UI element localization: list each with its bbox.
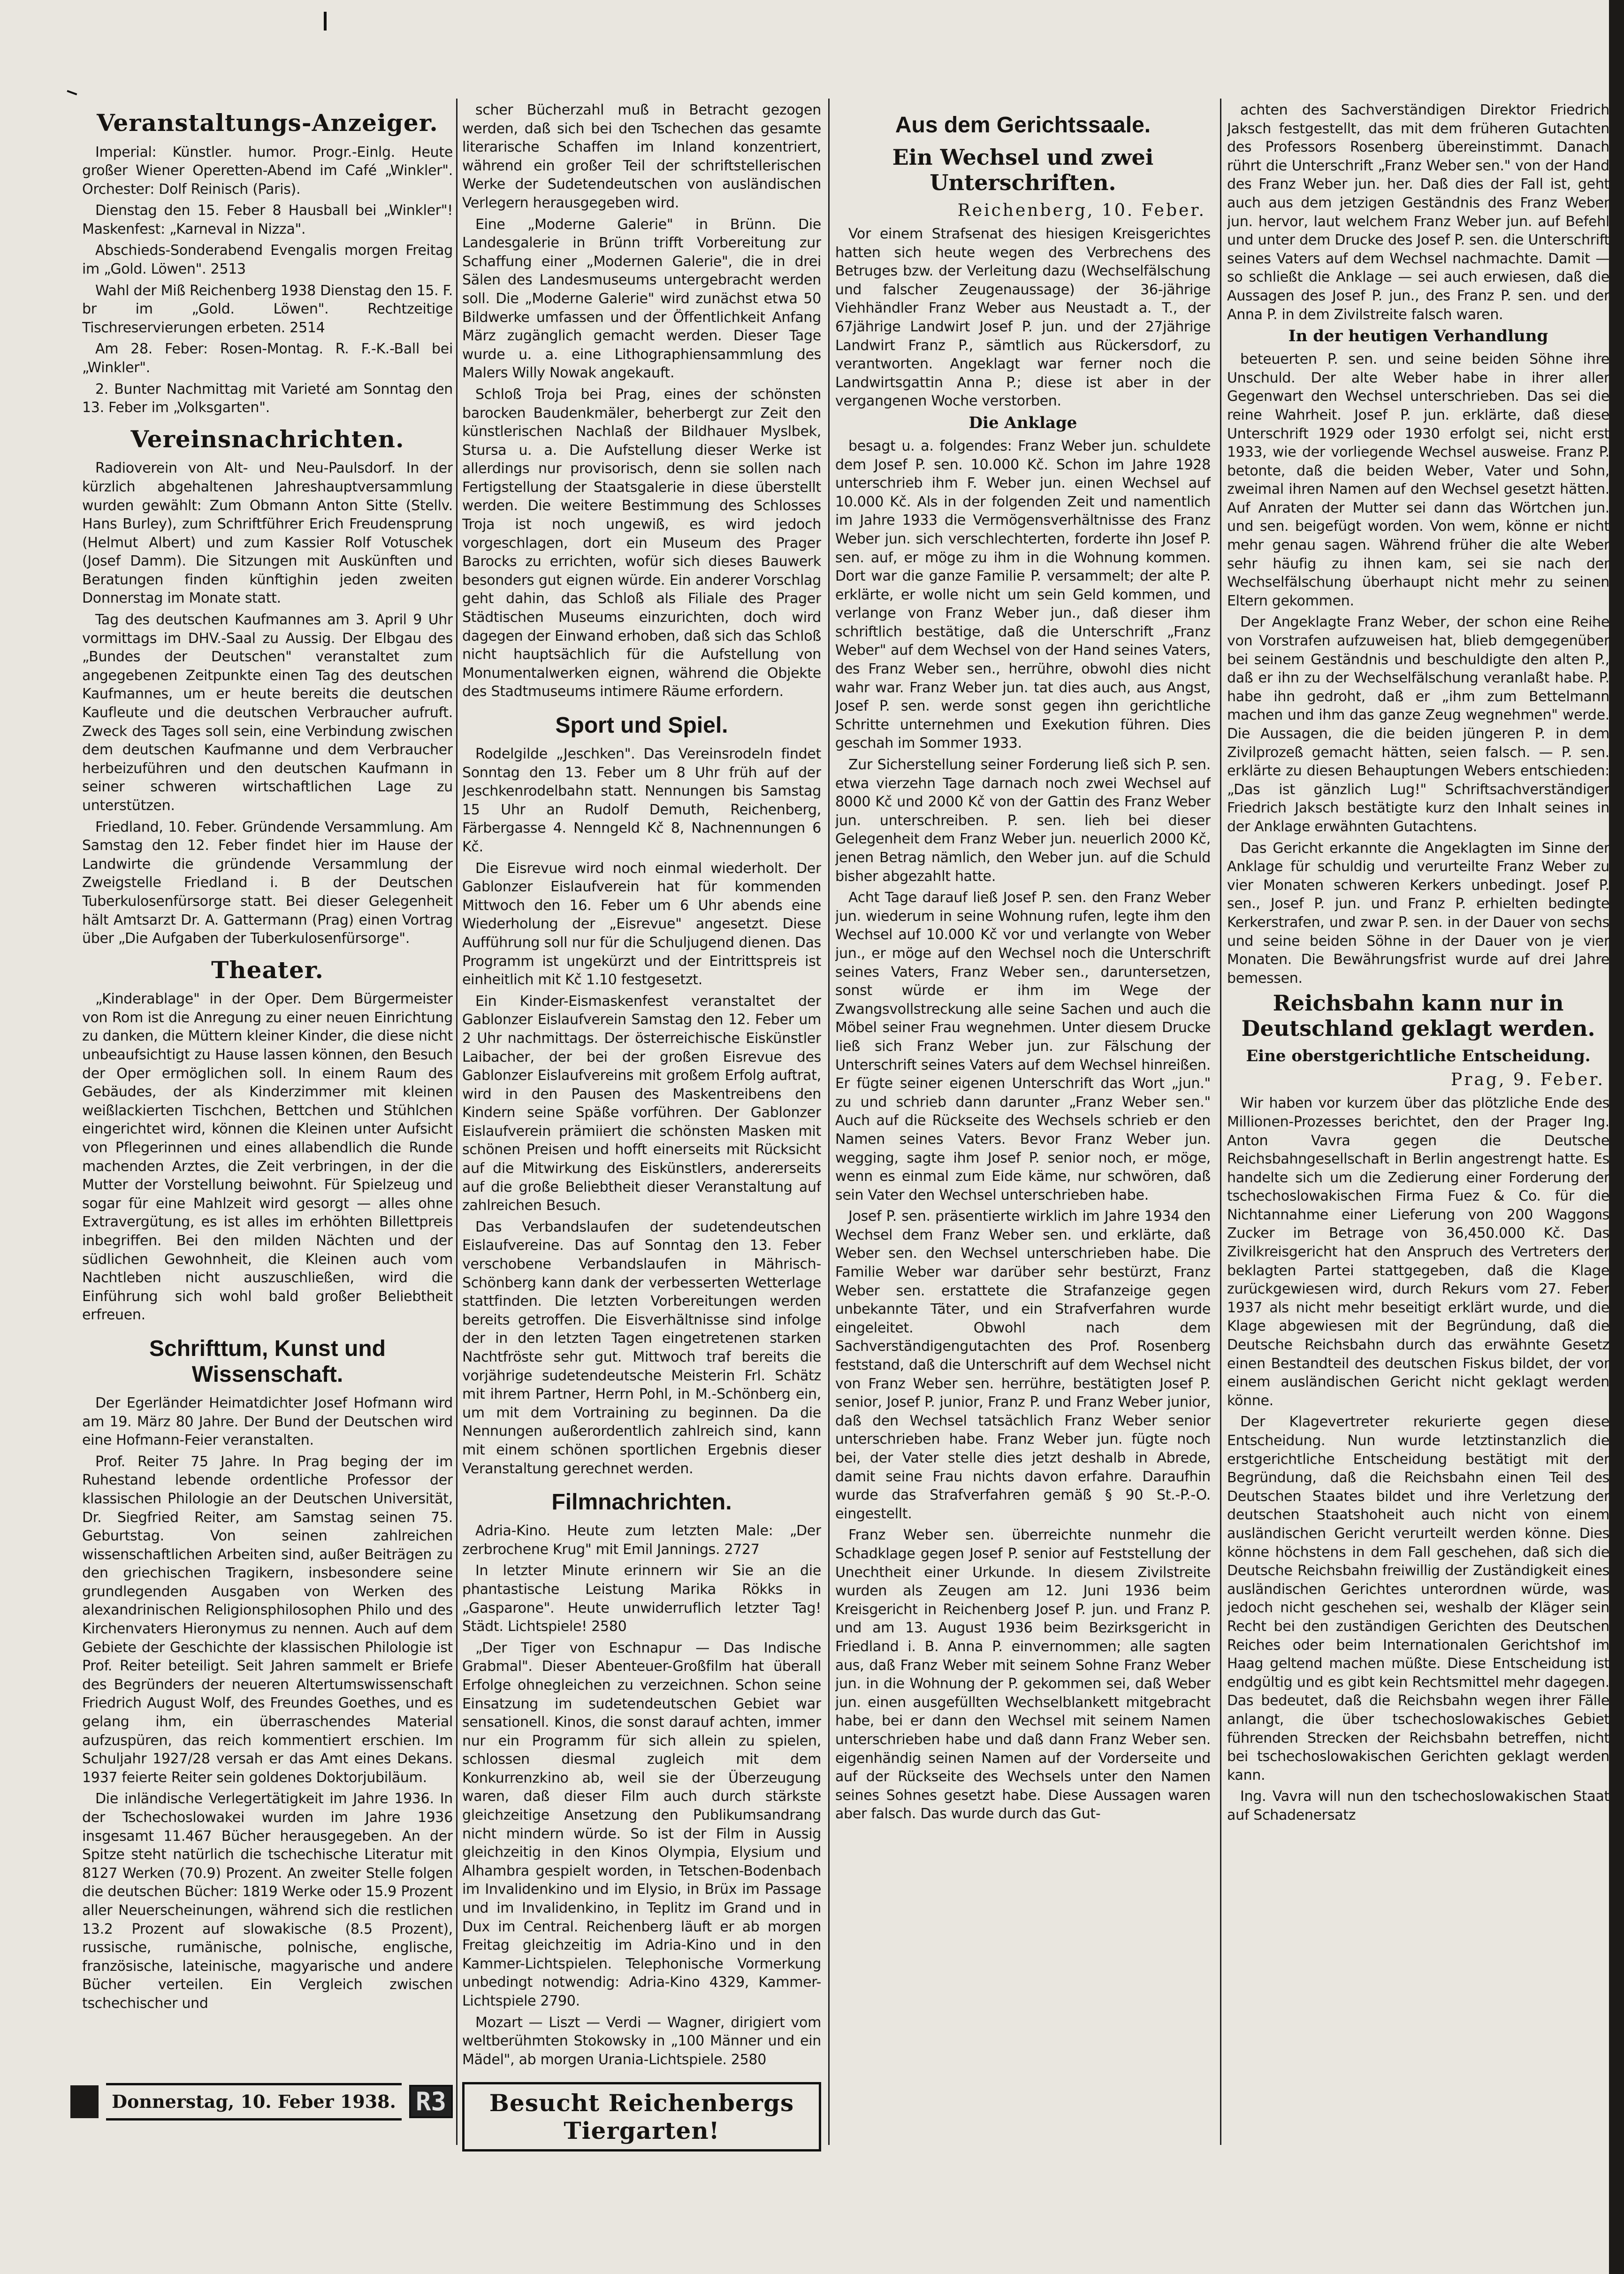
section-heading: Veranstaltungs-Anzeiger. (97, 109, 438, 137)
notice: Am 28. Feber: Rosen-Montag. R. F.-K.-Ball bei „Winkler". (82, 341, 453, 376)
article-paragraph: achten des Sachverständigen Direktor Friedrich Jaksch festgestellt, das mit dem früheren Gutachten des Professors Rosenberg übereinstimmt. Danach rührt die Unterschrift „Franz Weber sen." von der Hand des Franz Weber jun. her. Daß dies der Fall ist, geht auch aus dem jetzigen Geständnis des Franz Weber jun. hervor, laut welchem Franz Weber jun. auf Befehl und unter dem Drucke des Josef P. sen. die Unterschrift seines Vaters auf dem Wechsel nachmachte. Damit — so schließt die Anklage — sei auch erwiesen, daß die Aussagen des Josef P. jun., des Franz P. sen. und der Anna P. in dem Zivilstreite falsch waren. (1227, 102, 1609, 323)
footer-date: Donnerstag, 10. Feber 1938. (106, 2083, 402, 2121)
thumb-mark-icon (70, 2085, 99, 2118)
article-headline: Reichsbahn kann nur in Deutschland geklagt werden. (1241, 990, 1595, 1041)
notice: Wahl der Miß Reichenberg 1938 Dienstag den 15. F. br im „Gold. Löwen". Rechtzeitige Tischreservierungen erbeten. 2514 (82, 282, 453, 336)
article-paragraph: beteuerten P. sen. und seine beiden Söhne ihre Unschuld. Der alte Weber habe in ihrer aller Gegenwart den Wechsel unterschrieben. Das sei die reine Wahrheit. Josef P. jun. erklärte, daß diese Unterschrift 1929 oder 1930 erfolgt sei, nicht erst 1933, wie der vorliegende Wechsel ausweise. Franz P. betonte, daß die beiden Weber, Vater und Sohn, zweimal ihren Namen auf den Wechsel gesetzt hätten. Auf Anraten der Mutter sei dann das Wörtchen jun. und sen. beigefügt worden. Von wem, könne er nicht mehr genau sagen. Während früher die alte Weber sehr häufig zu ihnen kam, sei sie nach der Wechselfälschung überhaupt nicht mehr zu seinen Eltern gekommen. (1227, 351, 1609, 609)
article-paragraph: Franz Weber sen. überreichte nunmehr die Schadklage gegen Josef P. senior auf Feststellung der Unechtheit einer Urkunde. In diesem Zivilstreite wurden als Zeugen am 12. Juni 1936 beim Kreisgericht in Reichenberg Josef P. jun. und Franz P. und am 13. August 1936 beim Bezirksgericht in Friedland i. B. Anna P. einvernommen; alle sagten aus, daß Franz Weber mit seinem Sohne Franz Weber jun. in die Wohnung der P. gekommen sei, daß Weber jun. einen ausgefüllten Wechselblankett mitgebracht habe, bei er dann den Wechsel mit seinem Namen unterschrieben habe und daß dann Franz Weber sen. eigenhändig seinen Namen auf der Vorderseite und auf der Rückseite des Wechsels unter den Namen seines Sohnes gesetzt habe. Diese Aussagen waren aber falsch. Das wurde durch das Gut- (835, 1527, 1211, 1822)
article-paragraph: Mozart — Liszt — Verdi — Wagner, dirigiert vom weltberühmten Stokowsky in „100 Männer und ein Mädel", ab morgen Urania-Lichtspiele. 2580 (462, 2014, 821, 2068)
article-paragraph: Tag des deutschen Kaufmannes am 3. April 9 Uhr vormittags im DHV.-Saal zu Aussig. Der Elbgau des „Bundes der Deutschen" veranstaltet zum angegebenen Zeitpunkte einen Tag des deutschen Kaufmannes, um er heute bereits die deutschen Kaufleute und die deutschen Verbraucher aufruft. Zweck des Tages soll sein, eine Verbindung zwischen dem deutschen Kaufmanne und dem Verbraucher herbeizuführen und den deutschen Kaufmann in seiner schweren wirtschaftlichen Lage zu unterstützen. (82, 612, 453, 814)
article-paragraph: Ing. Vavra will nun den tschechoslowakischen Staat auf Schadenersatz (1227, 1788, 1609, 1823)
section-heading: Vereinsnachrichten. (130, 425, 404, 453)
notice: Dienstag den 15. Feber 8 Hausball bei „Winkler"! Maskenfest: „Karneval in Nizza". (82, 202, 453, 237)
article-paragraph: Prof. Reiter 75 Jahre. In Prag beging der im Ruhestand lebende ordentliche Professor der klassischen Philologie an der Deutschen Universität, Dr. Siegfried Reiter, am Samstag seinen 75. Geburtstag. Von seinen zahlreichen wissenschaftlichen Arbeiten sind, außer Beiträgen zu den griechischen Tragikern, insbesondere seine grundlegenden Ausgaben von Werken des alexandrinischen Religionsphilosophen Philo und des Kirchenvaters Hieronymus zu nennen. Auch auf dem Gebiete der Geschichte der klassischen Philologie ist Prof. Reiter beteiligt. Seit Jahren sammelt er Briefe des Begründers der neueren Altertumswissenschaft Friedrich August Wolf, des Freundes Goethes, und es gelang ihm, ein überraschendes Material aufzuspüren, das reich kommentiert erschien. Im Schuljahr 1927/28 versah er das Amt eines Dekans. 1937 feierte Reiter sein goldenes Doktorjubiläum. (82, 1453, 453, 1786)
column-rule (1220, 99, 1221, 2145)
article-paragraph: Eine „Moderne Galerie" in Brünn. Die Landesgalerie in Brünn trifft Vorbereitung zur Schaffung einer „Modernen Galerie", die in drei Sälen des Landesmuseums untergebracht werden soll. Die „Moderne Galerie" wird zunächst etwa 50 Bildwerke umfassen und der Öffentlichkeit Anfang März zugänglich gemacht werden. Dieser Tage wurde u. a. eine Lithographiensammlung des Malers Willy Nowak angekauft. (462, 216, 821, 382)
article-paragraph: Die inländische Verlegertätigkeit im Jahre 1936. In der Tschechoslowakei wurden im Jahre 1936 insgesamt 11.467 Bücher herausgegeben. An der Spitze steht natürlich die tschechische Literatur mit 8127 Werken (70.9) Prozent. An zweiter Stelle folgen die deutschen Bücher: 1819 Werke oder 15.9 Prozent aller Neuerscheinungen, während sich die restlichen 13.2 Prozent auf slowakische (8.5 Prozent), russische, rumänische, polnische, englische, französische, lateinische, magyarische und andere Bücher verteilen. Ein Vergleich zwischen tschechischer und (82, 1791, 453, 2012)
article-paragraph: scher Bücherzahl muß in Betracht gezogen werden, daß sich bei den Tschechen das gesamte literarische Schaffen im Inland konzentriert, während ein großer Teil der schriftstellerischen Werke der Sudetendeutschen von ausländischen Verlegern herausgegeben wird. (462, 102, 821, 211)
advertisement-box: Besucht Reichenbergs Tiergarten! (462, 2082, 821, 2151)
section-heading: Aus dem Gerichtssaale. (895, 113, 1151, 138)
page-number: R3 (409, 2085, 453, 2118)
article-paragraph: Rodelgilde „Jeschken". Das Vereinsrodeln findet Sonntag den 13. Feber um 8 Uhr früh auf der Jeschkenrodelbahn statt. Nennungen bis Samstag 15 Uhr an Rudolf Demuth, Reichenberg, Färbergasse 4. Nenngeld Kč 8, Nachnennungen 6 Kč. (462, 746, 821, 855)
article-paragraph: Die Eisrevue wird noch einmal wiederholt. Der Gablonzer Eislaufverein hat für kommenden Mittwoch den 16. Feber um 6 Uhr abends eine Wiederholung der „Eisrevue" angesetzt. Diese Aufführung soll nur für die Schuljugend dienen. Das Programm ist ungekürzt und der Eintrittspreis ist einheitlich mit Kč 1.10 festgesetzt. (462, 860, 821, 988)
ink-mark (324, 12, 327, 31)
column-rule (828, 99, 830, 2145)
page-footer (70, 2079, 453, 2124)
article-paragraph: Friedland, 10. Feber. Gründende Versammlung. Am Samstag den 12. Feber findet hier im Hause der Landwirte die gründende Versammlung der Zweigstelle Friedland i. B der Deutschen Tuberkulosenfürsorge statt. Bei dieser Gelegenheit hält Amtsarzt Dr. A. Gattermann (Prag) einen Vortrag über „Die Aufgaben der Tuberkulosenfürsorge". (82, 819, 453, 947)
article-paragraph: besagt u. a. folgendes: Franz Weber jun. schuldete dem Josef P. sen. 10.000 Kč. Schon im Jahre 1928 unterschrieb ihm F. Weber jun. einen Wechsel auf 10.000 Kč. Als in der folgenden Zeit und namentlich im Jahre 1933 die Vermögensverhältnisse des Franz Weber jun. sich verschlechterten, forderte ihn Josef P. sen. auf, er möge zu ihm in die Wohnung kommen. Dort war die ganze Familie P. versammelt; der alte P. erklärte, er wolle nicht um sein Geld kommen, und verlange von Franz Weber jun., daß dieser ihm schriftlich bestätige, daß die Unterschrift „Franz Weber" auf dem Wechsel von der Hand seines Vaters, des Franz Weber sen., herrühre, obwohl dies nicht wahr war. Franz Weber jun. tat dies auch, aus Angst, Josef P. sen. werde sonst gegen ihn gerichtliche Schritte unternehmen und Exekution führen. Dies geschah im Sommer 1933. (835, 437, 1211, 752)
notice: Imperial: Künstler. humor. Progr.-Einlg. Heute großer Wiener Operetten-Abend im Café „Winkler". Orchester: Dolf Reinisch (Paris). (82, 144, 453, 198)
article-paragraph: Schloß Troja bei Prag, eines der schönsten barocken Baudenkmäler, beherbergt zur Zeit den künstlerischen Nachlaß der Bildhauer Myslbek, Stursa u. a. Die Aufstellung dieser Werke ist allerdings nur provisorisch, denn sie sollen nach Fertigstellung der Staatsgalerie in diese überstellt werden. Die weitere Bestimmung des Schlosses Troja ist noch ungewiß, es wird jedoch vorgeschlagen, dort ein Museum des Prager Barocks zu errichten, wofür sich dieses Bauwerk besonders gut eignen würde. Ein anderer Vorschlag geht dahin, das Schloß als Filiale des Prager Städtischen Museums einzurichten, doch wird dagegen der Einwand erhoben, daß sich das Schloß nicht hauptsächlich für die Aufstellung von Monumentalwerken eignen, während die Objekte des Stadtmuseums intimere Räume erfordern. (462, 386, 821, 700)
column-rule (456, 99, 457, 2145)
article-paragraph: Der Klagevertreter rekurierte gegen diese Entscheidung. Nun wurde letztinstanzlich die erstgerichtliche Entscheidung bestätigt mit der Begründung, daß die Reichsbahn einen Teil des Deutschen Staates bildet und ihre Verletzung der deutschen Staatshoheit auch nicht von einem ausländischen Gericht verurteilt werden könne. Dies könne höchstens in dem Fall geschehen, daß sich die Deutsche Reichsbahn freiwillig der Zuständigkeit eines ausländischen Gerichtes unterordnen würde, was jedoch nicht geschehen sei, weshalb der Kläger sein Recht bei den zuständigen Gerichten des Deutschen Reiches oder beim Internationalen Gerichtshof im Haag geltend machen müßte. Diese Entscheidung ist endgültig und es gibt kein Rechtsmittel mehr dagegen. Das bedeutet, daß die Reichsbahn wegen ihrer Fälle anlangt, die über tschechoslowakisches Gebiet führenden Strecken der Reichsbahn betreffen, nicht bei tschechoslowakischen Gerichten geklagt werden kann. (1227, 1414, 1609, 1784)
article-paragraph: Der Angeklagte Franz Weber, der schon eine Reihe von Vorstrafen aufzuweisen hat, blieb demgegenüber bei seinem Geständnis und beschuldigte den alten P., daß er ihn zu der Wechselfälschung veranlaßt habe. P. habe ihn gedroht, daß er „ihm zum Bettelmann machen und ihm das ganze Zeug wegnehmen" werde. Die Aussagen, die die beiden jüngeren P. in dem Zivilprozeß gemacht hätten, seien falsch. — P. sen. erklärte zu diesen Behauptungen Webers entschieden: „Das ist gänzlich Lug!" Schriftsachverständiger Friedrich Jaksch bestätigte kurz den Inhalt seines in der Anklage erwähnten Gutachtens. (1227, 614, 1609, 835)
section-heading: Theater. (211, 956, 324, 984)
article-paragraph: Das Verbandslaufen der sudetendeutschen Eislaufvereine. Das auf Sonntag den 13. Feber verschobene Verbandslaufen in Mährisch-Schönberg kann dank der verbesserten Wetterlage stattfinden. Die letzten Vorbereitungen werden bereits getroffen. Die Eisverhältnisse sind infolge der in den letzten Tagen eingetretenen starken Nachtfröste sehr gut. Mittwoch traf bereits die vorjährige sudetendeutsche Meisterin Frl. Schätz mit ihrem Partner, Herrn Pohl, in M.-Schönberg ein, um mit dem Vortraining zu beginnen. Da die Nennungen außerordentlich zahlreich sind, kann mit einem schönen sportlichen Ergebnis dieser Veranstaltung gerechnet werden. (462, 1218, 821, 1477)
article-paragraph: Radioverein von Alt- und Neu-Paulsdorf. In der kürzlich abgehaltenen Jahreshauptversammlung wurden gewählt: Zum Obmann Anton Sitte (Stellv. Hans Burley), zum Schriftführer Erich Freudensprung (Helmut Albert) und zum Kassier Rolf Votuschek (Josef Damm). Die Sitzungen mit Auskünften und Beratungen finden künftighin jeden zweiten Donnerstag im Monate statt. (82, 460, 453, 607)
column-4 (1227, 101, 1609, 2246)
article-paragraph: „Kinderablage" in der Oper. Dem Bürgermeister von Rom ist die Anregung zu einer neuen Einrichtung zu danken, die Müttern kleiner Kinder, die diese nicht unbeaufsichtigt zu Hause lassen können, den Besuch der Oper ermöglichen soll. In einem Raum des Gebäudes, der als Kinderzimmer mit kleinen weißlackierten Tischchen, Bettchen und Stühlchen eingerichtet wird, können die Kleinen unter Aufsicht von Pflegerinnen und eines allabendlich die Runde machenden Arztes, die Zeit verbringen, in der die Mutter der Vorstellung beiwohnt. Für Spielzeug und sogar für eine Mahlzeit wird gesorgt — alles ohne Extravergütung, es ist alles im erhöhten Billettpreis inbegriffen. Bei den milden Nächten und der südlichen Gewohnheit, die Kleinen auch vom Nachtleben nicht auszuschließen, wird die Einführung sich wohl bald großer Beliebtheit erfreuen. (82, 991, 453, 1324)
notice: 2. Bunter Nachmittag mit Varieté am Sonntag den 13. Feber im „Volksgarten". (82, 381, 453, 416)
column-2 (462, 101, 821, 2246)
section-heading: Schrifttum, Kunst und Wissenschaft. (149, 1336, 386, 1387)
article-paragraph: Ein Kinder-Eismaskenfest veranstaltet der Gablonzer Eislaufverein Samstag den 12. Feber um 2 Uhr nachmittags. Der österreichische Eiskünstler Laibacher, der bei der großen Eisrevue des Gablonzer Eislaufvereins mit großem Erfolg auftrat, wird in den Pausen des Maskentreibens den Kindern seine Späße vorführen. Der Gablonzer Eislaufverein prämiiert die schönsten Masken mit schönen Preisen und hofft einerseits mit Rücksicht auf die Mitwirkung des Eiskünstlers, andererseits auf die große Beliebtheit dieser Veranstaltung auf zahlreichen Besuch. (462, 993, 821, 1214)
section-heading: Filmnachrichten. (551, 1490, 732, 1515)
article-paragraph: Der Egerländer Heimatdichter Josef Hofmann wird am 19. März 80 Jahre. Der Bund der Deutschen wird eine Hofmann-Feier veranstalten. (82, 1394, 453, 1449)
column-1 (82, 101, 453, 2077)
article-paragraph: In letzter Minute erinnern wir Sie an die phantastische Leistung Marika Rökks in „Gasparone". Heute unwiderruflich letzter Tag! Städt. Lichtspiele! 2580 (462, 1562, 821, 1635)
article-headline: Ein Wechsel und zwei Unterschriften. (892, 145, 1154, 195)
article-paragraph: Wir haben vor kurzem über das plötzliche Ende des Millionen-Prozesses berichtet, den der Prager Ing. Anton Vavra gegen die Deutsche Reichsbahngesellschaft in Berlin angestrengt hatte. Es handelte sich um die Zedierung einer Forderung der tschechoslowakischen Firma Fuez & Co. für die Nichtannahme einer Lieferung von 200 Waggons Zucker im Betrage von 36,450.000 Kč. Das Zivilkreisgericht hat den Anspruch des Vertreters der beklagten Partei stattgegeben, daß die Klage zurückgewiesen wird, durch Rekurs vom 27. Feber 1937 als nicht mehr beseitigt erklärt wurde, und die Klage abgewiesen mit der Begründung, daß die Deutsche Reichsbahn durch das erwähnte Gesetz einen Bestandteil des deutschen Fiskus bildet, der vor einem ausländischen Gericht nicht geklagt werden könne. (1227, 1095, 1609, 1409)
article-paragraph: Josef P. sen. präsentierte wirklich im Jahre 1934 den Wechsel dem Franz Weber sen. und erklärte, daß Weber sen. den Wechsel unterschrieben habe. Die Familie Weber war darüber sehr bestürzt, Franz Weber sen. erstattete die Strafanzeige gegen unbekannte Täter, und ein Strafverfahren wurde eingeleitet. Obwohl nach dem Sachverständigengutachten des Prof. Rosenberg feststand, daß die Unterschrift auf dem Wechsel nicht von Franz Weber sen. herrühre, bestätigten Josef P. senior, Josef P. junior, Franz P. und Franz Weber junior, daß den Wechsel tatsächlich Franz Weber senior unterschrieben habe. Franz Weber jun. fügte noch bei, der Vater stelle dies jetzt deshalb in Abrede, damit seine Frau nichts davon erfahre. Daraufhin wurde das Strafverfahren gemäß § 90 St.-P.-O. eingestellt. (835, 1208, 1211, 1522)
article-paragraph: Vor einem Strafsenat des hiesigen Kreisgerichtes hatten sich heute wegen des Verbrechens des Betruges bzw. der Verleitung dazu (Wechselfälschung und falscher Zeugenaussage) der 36-jährige Viehhändler Franz Weber aus Neustadt a. T., der 67jährige Landwirt Josef P. jun. und der 27jährige Landwirt Franz P., sämtlich aus Rückersdorf, zu verantworten. Angeklagt war ferner noch die Landwirtsgattin Anna P.; diese ist aber in der vergangenen Woche verstorben. (835, 226, 1211, 410)
ink-mark (65, 90, 77, 101)
column-3 (835, 101, 1211, 2246)
article-paragraph: Acht Tage darauf ließ Josef P. sen. den Franz Weber jun. wiederum in seine Wohnung rufen, legte ihm den Wechsel auf 10.000 Kč vor und verlangte von Weber jun., er möge auf den Wechsel noch die Unterschrift seines Vaters, Franz Weber sen., daruntersetzen, sonst würde er ihm im Wege der Zwangsvollstreckung alle seine Sachen und auch die Möbel seiner Frau wegnehmen. Unter diesem Drucke ließ sich Franz Weber jun. zur Fälschung der Unterschrift seines Vaters auf dem Wechsel hinreißen. Er fügte seiner eigenen Unterschrift das Wort „jun." zu und schrieb dann darunter „Franz Weber sen." Auch auf die Rückseite des Wechsels schrieb er den Namen seines Vaters. Bevor Franz Weber jun. wegging, sagte ihm Josef P. senior noch, er möge, wenn es einmal zum Eide käme, nur schwören, daß sein Vater den Wechsel unterschrieben habe. (835, 889, 1211, 1203)
page-edge-shadow (1609, 0, 1624, 2274)
article-paragraph: Das Gericht erkannte die Angeklagten im Sinne der Anklage für schuldig und verurteilte Franz Weber zu vier Monaten schweren Kerkers unbedingt. Josef P. sen., Josef P. jun. und Franz P. erhielten bedingte Kerkerstrafen, und zwar P. sen. in der Dauer von sechs und seine beiden Söhne in der Dauer von je vier Monaten. Die Bewährungsfrist wurde auf drei Jahre bemessen. (1227, 840, 1609, 987)
subheading: In der heutigen Verhandlung (1288, 327, 1548, 346)
section-heading: Sport und Spiel. (555, 713, 728, 738)
dateline: Prag, 9. Feber. (1451, 1070, 1605, 1090)
article-paragraph: Adria-Kino. Heute zum letzten Male: „Der zerbrochene Krug" mit Emil Jannings. 2727 (462, 1523, 821, 1558)
notice: Abschieds-Sonderabend Evengalis morgen Freitag im „Gold. Löwen". 2513 (82, 242, 453, 278)
dateline: Reichenberg, 10. Feber. (957, 201, 1206, 220)
subheading: Die Anklage (968, 413, 1077, 432)
subheading: Eine oberstgerichtliche Entscheidung. (1246, 1047, 1591, 1066)
article-paragraph: Zur Sicherstellung seiner Forderung ließ sich P. sen. etwa vierzehn Tage darnach noch zwei Wechsel auf 8000 Kč und 2000 Kč von der Gattin des Franz Weber jun. unterschreiben. P. sen. lieh bei dieser Gelegenheit dem Franz Weber jun. neuerlich 2000 Kč, jenen Betrag nämlich, den Weber jun. auf die Schuld bisher abgezahlt hatte. (835, 757, 1211, 885)
article-paragraph: „Der Tiger von Eschnapur — Das Indische Grabmal". Dieser Abenteuer-Großfilm hat überall Erfolge ohnegleichen zu verzeichnen. Schon seine Einsatzung im sudetendeutschen Gebiet war sensationell. Kinos, die sonst darauf achten, immer nur ein Programm für sich allein zu spielen, schlossen diesmal zugleich mit dem Konkurrenzkino ab, weil sie der Überzeugung waren, daß dieser Film auch durch stärkste gleichzeitige Ansetzung den Publikumsandrang nicht mindern würde. So ist der Film in Aussig gleichzeitig in den Kinos Olympia, Elysium und Alhambra gespielt worden, in Tetschen-Bodenbach im Invalidenkino und im Elysio, in Brüx im Passage und im Invalidenkino, in Teplitz im Grand und in Dux im Central. Reichenberg läuft er ab morgen Freitag gleichzeitig im Adria-Kino und in den Kammer-Lichtspielen. Telephonische Vormerkung unbedingt notwendig: Adria-Kino 4329, Kammer-Lichtspiele 2790. (462, 1639, 821, 2009)
